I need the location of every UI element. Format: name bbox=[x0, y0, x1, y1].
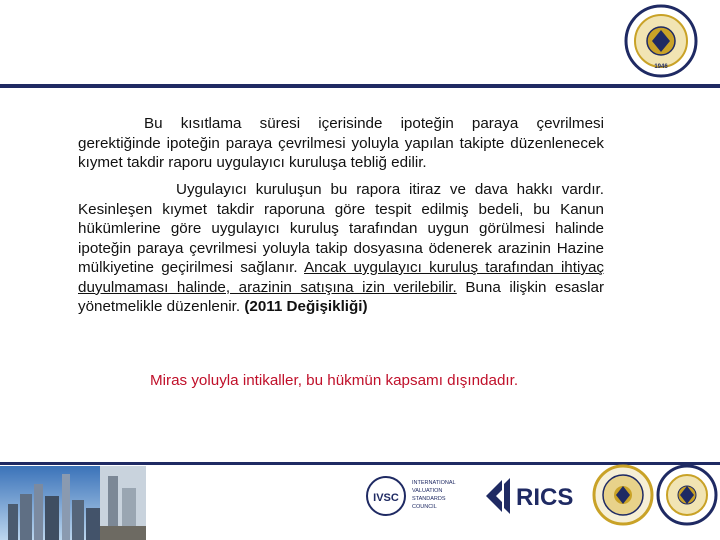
ankara-university-logo bbox=[624, 4, 698, 78]
rics-text: RICS bbox=[516, 484, 574, 511]
ivsc-line-2: VALUATION bbox=[412, 488, 443, 494]
paragraph-2 bbox=[78, 180, 604, 317]
rics-logo bbox=[480, 472, 590, 520]
paragraph-2-bold: (2011 Değişikliği) bbox=[244, 298, 368, 315]
ivsc-line-4: COUNCIL bbox=[412, 504, 437, 510]
paragraph-2-text-b: Buna ilişkin esaslar yönetmelikle düzenlenir. bbox=[78, 278, 604, 315]
ankara-university-seal-footer bbox=[656, 464, 718, 526]
paragraph-2-underlined: Ancak uygulayıcı kuruluş tarafından ihtiyaç duyulmaması halinde, arazinin satışına izin verilebilir. bbox=[78, 259, 604, 296]
paragraph-1 bbox=[78, 114, 604, 173]
inheritance-note: Miras yoluyla intikaller, bu hükmün kapsamı dışındadır. bbox=[150, 372, 519, 389]
header-divider bbox=[0, 84, 720, 88]
logo-year: 1946 bbox=[654, 64, 668, 70]
paragraph-2-text-a: Uygulayıcı kuruluşun bu rapora itiraz ve dava hakkı vardır. Kesinleşen kıymet takdir raporuna göre tespit edilmiş bedeli, bu Kanun hükümlerine göre uygulayıcı kuruluş tarafından uygun görülmesi halinde ipoteğin paraya çevrilmesi yoluyla takip dosyasına ödenerek arazinin Hazine mülkiyetine geçirilmesi sağlanır. bbox=[78, 181, 604, 276]
tower-photo bbox=[100, 466, 146, 540]
city-skyline-photo bbox=[0, 466, 100, 540]
emblem-seal-gold bbox=[592, 464, 654, 526]
paragraph-1-text: Bu kısıtlama süresi içerisinde ipoteğin paraya çevrilmesi gerektiğinde ipoteğin paraya çevrilmesi yoluyla yapılan takipte düzenlenecek kıymet takdir raporu uygulayıcı kuruluşa tebliğ edilir. bbox=[78, 115, 604, 171]
footer-divider bbox=[0, 462, 720, 465]
ivsc-line-1: INTERNATIONAL bbox=[412, 480, 456, 486]
ivsc-line-3: STANDARDS bbox=[412, 496, 446, 502]
ivsc-logo bbox=[366, 472, 470, 520]
ivsc-abbr: IVSC bbox=[373, 492, 399, 504]
